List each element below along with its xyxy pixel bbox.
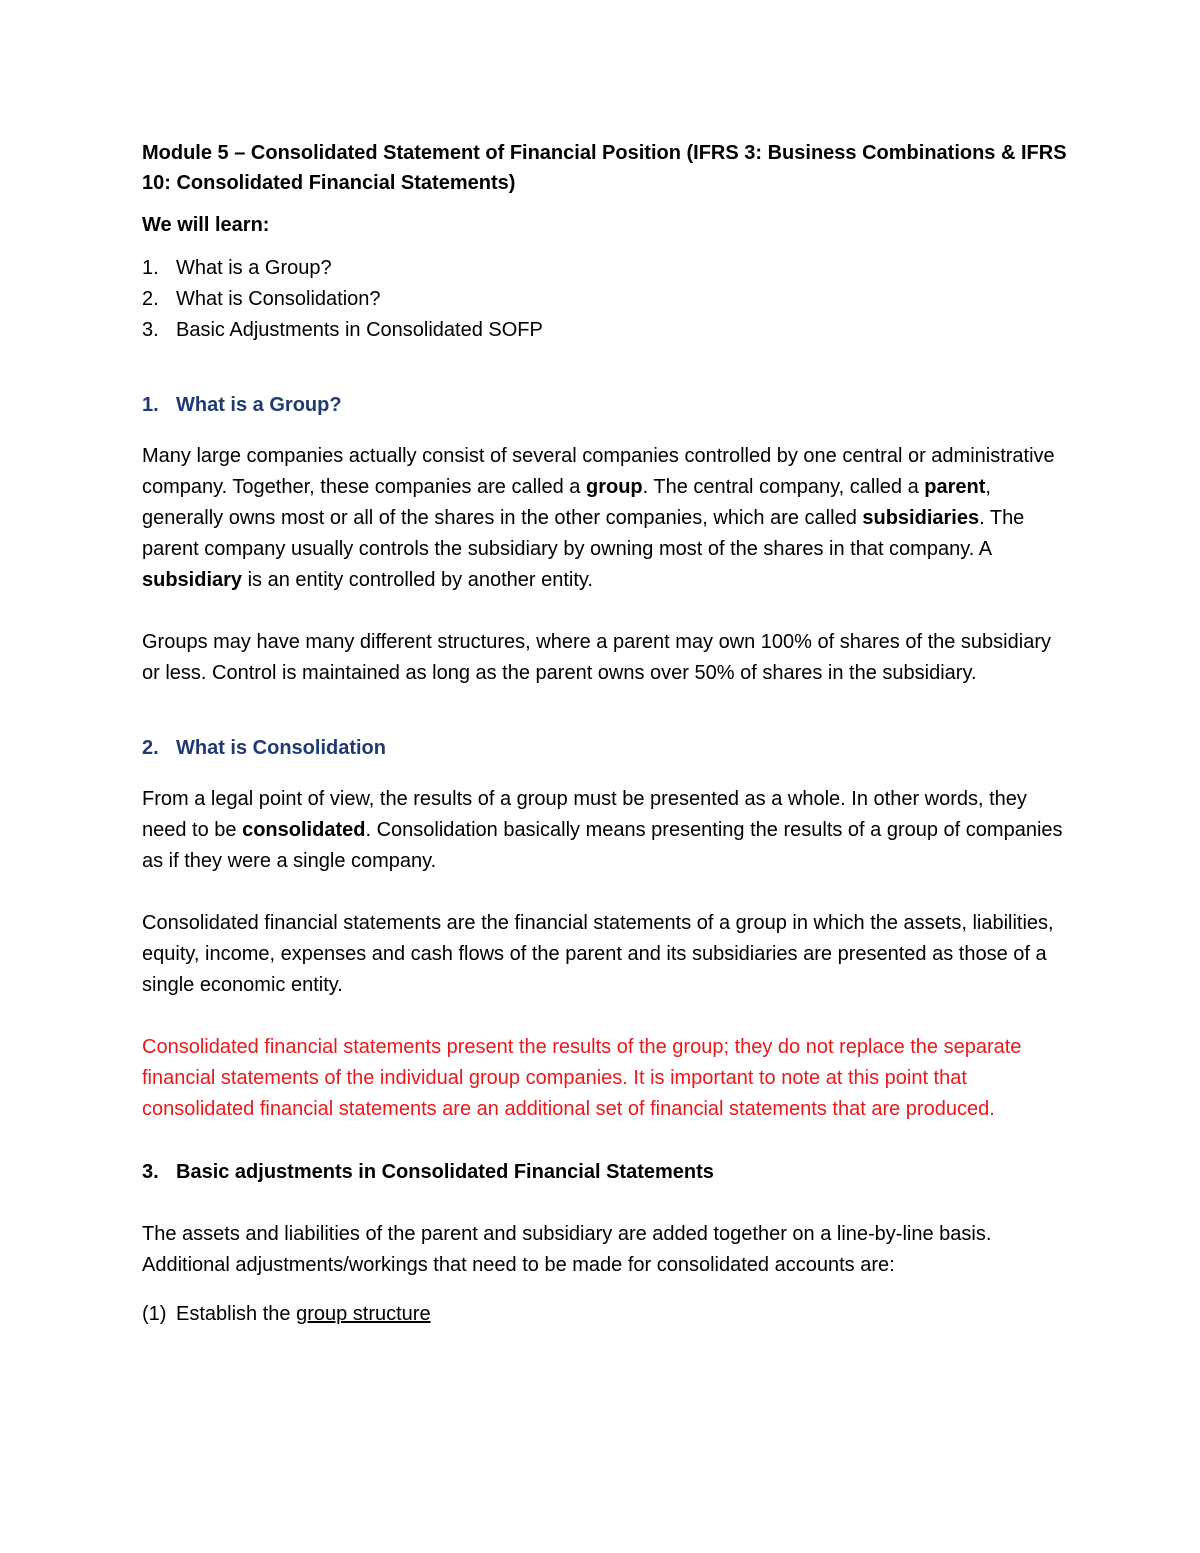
term-consolidated: consolidated xyxy=(242,819,366,841)
step-number: (1) xyxy=(142,1303,167,1325)
toc-text: What is Consolidation? xyxy=(176,288,381,310)
document-title: Module 5 – Consolidated Statement of Financial Position (IFRS 3: Business Combinations & IFRS 10: Consolidated Financial Statements) xyxy=(142,142,1067,194)
toc-item xyxy=(142,284,1072,315)
step-item xyxy=(142,1299,1072,1330)
toc-text: What is a Group? xyxy=(176,257,332,279)
important-note-paragraph: Consolidated financial statements present the results of the group; they do not replace the separate financial statements of the individual group companies. It is important to note at this point that consolidated financial statements are an additional set of financial statements that are produced. xyxy=(142,1036,1022,1120)
section-title: What is a Group? xyxy=(176,394,342,416)
term-group: group xyxy=(585,476,643,498)
text-run: Many large companies actually consist of several companies controlled by one central or administrative company. Together, these companies are called a xyxy=(142,445,1055,498)
group-definition-paragraph xyxy=(142,441,1072,596)
section-number: 2. xyxy=(142,737,159,759)
group-structure-underlined: group structure xyxy=(296,1303,431,1325)
section-title: Basic adjustments in Consolidated Financial Statements xyxy=(176,1161,714,1183)
section-heading-group xyxy=(142,390,1072,421)
learn-label: We will learn: xyxy=(142,214,270,236)
text-run: . The central company, called a xyxy=(642,476,925,498)
toc-list xyxy=(142,253,1072,346)
group-structure-paragraph: Groups may have many different structures, where a parent may own 100% of shares of the subsidiary or less. Control is maintained as long as the parent owns over 50% of shares in the subsidiary. xyxy=(142,631,1051,684)
consolidated-statements-definition: Consolidated financial statements are the financial statements of a group in which the assets, liabilities, equity, income, expenses and cash flows of the parent and its subsidiaries are presented as those of a single economic entity. xyxy=(142,912,1054,996)
text-run: is an entity controlled by another entity. xyxy=(242,569,593,591)
section-heading-consolidation xyxy=(142,733,1072,764)
section-number: 1. xyxy=(142,394,159,416)
toc-number: 1. xyxy=(142,257,159,279)
consolidation-paragraph xyxy=(142,784,1072,877)
text-run: . The parent company usually controls the subsidiary by owning most of the shares in that company. A xyxy=(142,507,1025,560)
section-number: 3. xyxy=(142,1161,159,1183)
toc-item xyxy=(142,315,1072,346)
text-run: From a legal point of view, the results of a group must be presented as a whole. In other words, they need to be xyxy=(142,788,1027,841)
toc-number: 2. xyxy=(142,288,159,310)
text-run: , generally owns most or all of the shares in the other companies, which are called xyxy=(142,476,991,529)
document-page xyxy=(142,138,1072,1330)
toc-text: Basic Adjustments in Consolidated SOFP xyxy=(176,319,543,341)
term-subsidiary: subsidiary xyxy=(142,569,243,591)
text-run: . Consolidation basically means presenting the results of a group of companies as if they were a single company. xyxy=(142,819,1063,872)
term-subsidiaries: subsidiaries xyxy=(862,507,980,529)
section-title: What is Consolidation xyxy=(176,737,386,759)
section-heading-adjustments xyxy=(142,1157,1072,1188)
toc-number: 3. xyxy=(142,319,159,341)
toc-item xyxy=(142,253,1072,284)
adjustments-paragraph: The assets and liabilities of the parent and subsidiary are added together on a line-by-line basis. Additional adjustments/workings that need to be made for consolidated accounts are: xyxy=(142,1223,992,1276)
step-text xyxy=(176,1299,431,1330)
term-parent: parent xyxy=(924,476,986,498)
text-run: Establish the xyxy=(176,1303,297,1325)
